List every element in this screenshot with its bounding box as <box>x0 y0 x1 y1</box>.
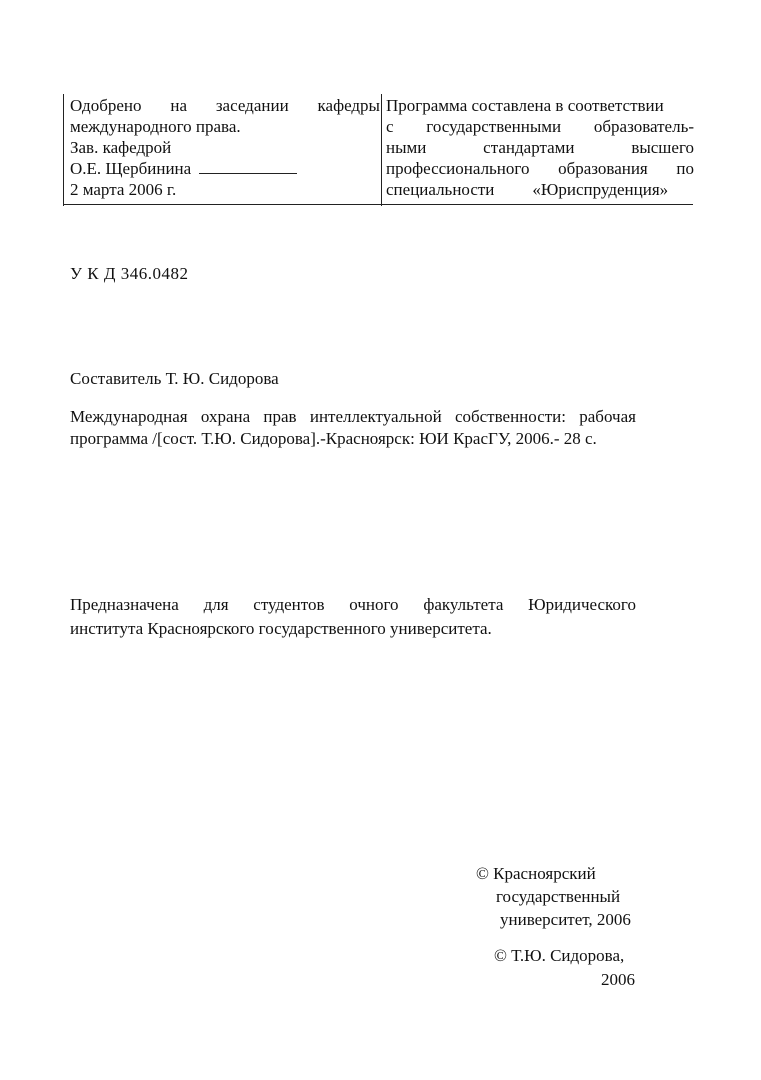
copyright-author-line-1: © Т.Ю. Сидорова, <box>494 946 625 965</box>
approval-left-line-3: Зав. кафедрой <box>70 138 172 157</box>
copyright-author-line-2: 2006 <box>601 970 635 989</box>
copyright-university-line-2: государственный <box>496 887 621 906</box>
approval-left-column <box>63 94 380 206</box>
approval-left-line-4: О.Е. Щербинина <box>70 159 380 179</box>
approval-table <box>63 94 693 206</box>
approval-bottom-rule <box>63 204 693 205</box>
copyright-university <box>476 862 631 931</box>
bib-line-2: программа /[сост. Т.Ю. Сидорова].-Красноярск: ЮИ КрасГУ, 2006.- 28 с. <box>70 429 597 448</box>
purpose-line-2: института Красноярского государственного университета. <box>70 619 492 638</box>
approval-right-line-2: с государственными образователь- <box>386 117 694 136</box>
approval-right-line-3: ными стандартами высшего <box>386 138 694 157</box>
bibliographic-description <box>70 406 636 450</box>
word: заседании <box>215 96 289 115</box>
copyright-university-line-1: © Красноярский <box>476 864 596 883</box>
purpose-statement <box>70 593 636 641</box>
approval-left-line-2: международного права. <box>70 117 241 136</box>
word: на <box>170 96 187 115</box>
copyright-author <box>494 944 635 992</box>
word: кафедры <box>317 96 380 115</box>
word: Одобрено <box>70 96 142 115</box>
bib-line-1: Международная охрана прав интеллектуальной собственности: рабочая <box>70 407 636 426</box>
approval-right-line-5: специальности «Юриспруденция» <box>386 180 669 199</box>
approval-left-line-1 <box>70 96 380 116</box>
approval-left-line-5: 2 марта 2006 г. <box>70 180 177 199</box>
approval-right-line-1: Программа составлена в соответствии <box>386 96 664 115</box>
purpose-line-1: Предназначена для студентов очного факультета Юридического <box>70 595 636 614</box>
approval-right-line-4: профессионального образования по <box>386 159 694 178</box>
copyright-university-line-3: университет, 2006 <box>500 910 631 929</box>
approval-right-column <box>381 94 694 206</box>
compiler-line: Составитель Т. Ю. Сидорова <box>70 369 279 388</box>
signature-line <box>199 159 297 174</box>
udk-code: У К Д 346.0482 <box>70 264 189 283</box>
